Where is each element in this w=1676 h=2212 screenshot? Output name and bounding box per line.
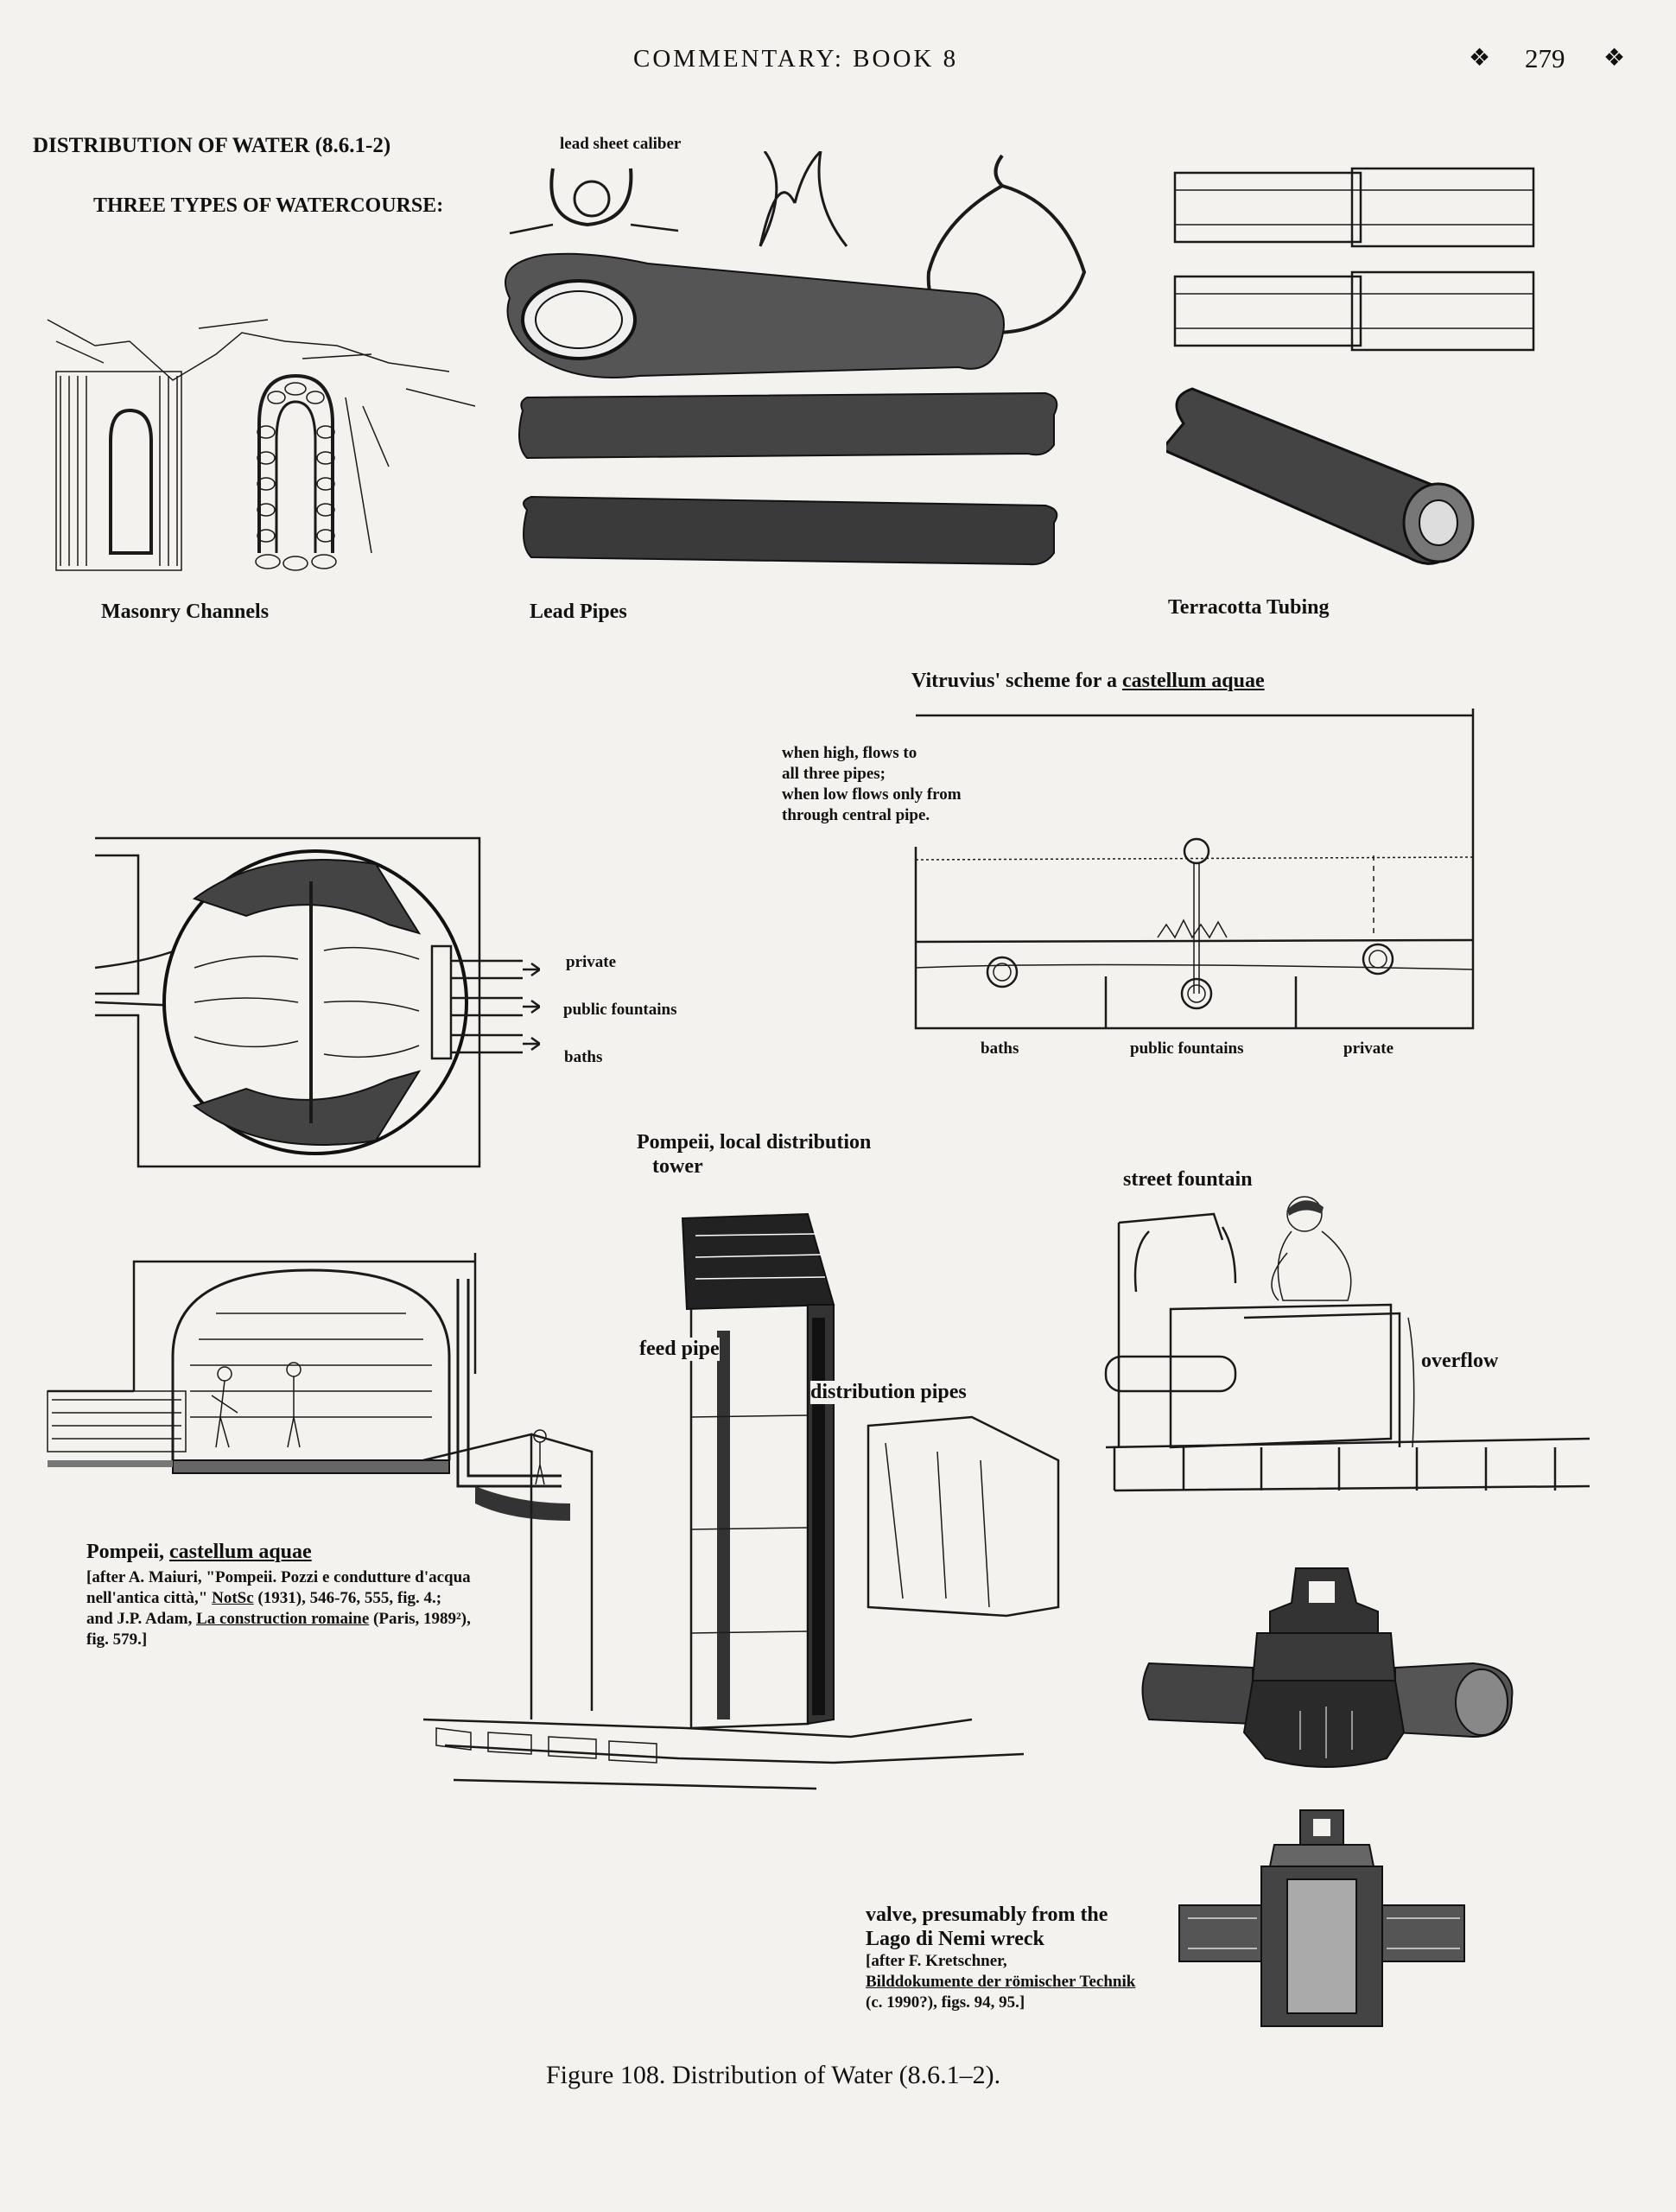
valve-title-line: valve, presumably from the: [866, 1904, 1108, 1926]
valve-title: [866, 1903, 1135, 1951]
castellum-scheme-title-prefix: Vitruvius' scheme for a: [911, 670, 1122, 692]
running-title: COMMENTARY: BOOK 8: [633, 45, 959, 73]
section-title: DISTRIBUTION OF WATER (8.6.1-2): [33, 134, 391, 157]
scheme-outlet-private: private: [1343, 1039, 1394, 1058]
lead-sheet-caliber-label: lead sheet caliber: [560, 135, 682, 153]
citation-journal: NotSc: [212, 1589, 254, 1607]
ornament-right-icon: ❖: [1603, 45, 1626, 72]
masonry-channels-label: Masonry Channels: [101, 601, 270, 623]
section-subtitle: THREE TYPES OF WATERCOURSE:: [93, 194, 444, 217]
figure-caption: Figure 108. Distribution of Water (8.6.1–2).: [546, 2061, 1001, 2089]
castellum-scheme-title-term: castellum aquae: [1121, 670, 1265, 692]
citation-text: nell'antica città,": [86, 1589, 213, 1607]
pompeii-castellum-title-term: castellum aquae: [169, 1541, 312, 1563]
ornament-left-icon: ❖: [1469, 45, 1491, 72]
tower-title: [637, 1130, 871, 1179]
street-fountain-drawing: [985, 1188, 1607, 1499]
citation-book: La construction romaine: [196, 1610, 370, 1628]
citation-line: [86, 1609, 471, 1630]
terracotta-tubing-drawing: [1166, 164, 1538, 613]
citation-line: [86, 1588, 471, 1609]
street-fountain-title: street fountain: [1123, 1168, 1253, 1191]
citation-line: fig. 579.]: [86, 1630, 148, 1649]
page-number: 279: [1525, 43, 1565, 73]
valve-caption: [866, 1903, 1135, 2013]
citation-text: (1931), 546-76, 555, fig. 4.;: [253, 1589, 442, 1607]
pompeii-castellum-title: [86, 1541, 471, 1564]
pompeii-castellum-title-prefix: Pompeii,: [86, 1541, 169, 1563]
citation-line: [after F. Kretschner,: [866, 1952, 1007, 1970]
castellum-scheme-title: [911, 670, 1265, 693]
citation-text: (Paris, 1989²),: [369, 1610, 471, 1628]
citation-line: [after A. Maiuri, "Pompeii. Pozzi e condutture d'acqua: [86, 1568, 471, 1586]
masonry-channels-drawing: [43, 294, 492, 592]
plan-outlet-baths: baths: [564, 1048, 603, 1066]
tower-title-line: tower: [652, 1155, 703, 1178]
castellum-scheme-note-line: all three pipes;: [782, 765, 886, 783]
castellum-scheme-diagram: [907, 709, 1477, 1037]
castellum-scheme-note-line: when low flows only from: [782, 785, 962, 804]
scheme-outlet-public-fountains: public fountains: [1130, 1039, 1244, 1058]
lead-pipes-drawing: [492, 151, 1097, 583]
citation-line: Bilddokumente der römischer Technik: [866, 1973, 1136, 1991]
scheme-outlet-baths: baths: [981, 1039, 1019, 1058]
citation-text: and J.P. Adam,: [86, 1610, 197, 1628]
terracotta-tubing-label: Terracotta Tubing: [1168, 596, 1330, 619]
tower-title-line: Pompeii, local distribution: [637, 1131, 872, 1154]
valve-citation: [866, 1951, 1135, 2013]
pompeii-castellum-citation: [86, 1567, 471, 1650]
castellum-scheme-note-line: through central pipe.: [782, 806, 930, 824]
distribution-pipes-label: distribution pipes: [810, 1381, 967, 1403]
lead-pipes-label: Lead Pipes: [530, 601, 627, 623]
pompeii-castellum-caption: [86, 1541, 471, 1650]
castellum-scheme-note-line: when high, flows to: [782, 744, 917, 762]
plan-outlet-private: private: [566, 953, 617, 971]
castellum-plan-drawing: [91, 830, 540, 1175]
overflow-label: overflow: [1421, 1350, 1499, 1372]
valve-drawing: [1127, 1560, 1525, 2039]
plan-outlet-public-fountains: public fountains: [563, 1001, 677, 1019]
feed-pipe-label: feed pipe: [639, 1338, 720, 1360]
valve-title-line: Lago di Nemi wreck: [866, 1928, 1044, 1950]
citation-line: (c. 1990?), figs. 94, 95.]: [866, 1993, 1025, 2012]
